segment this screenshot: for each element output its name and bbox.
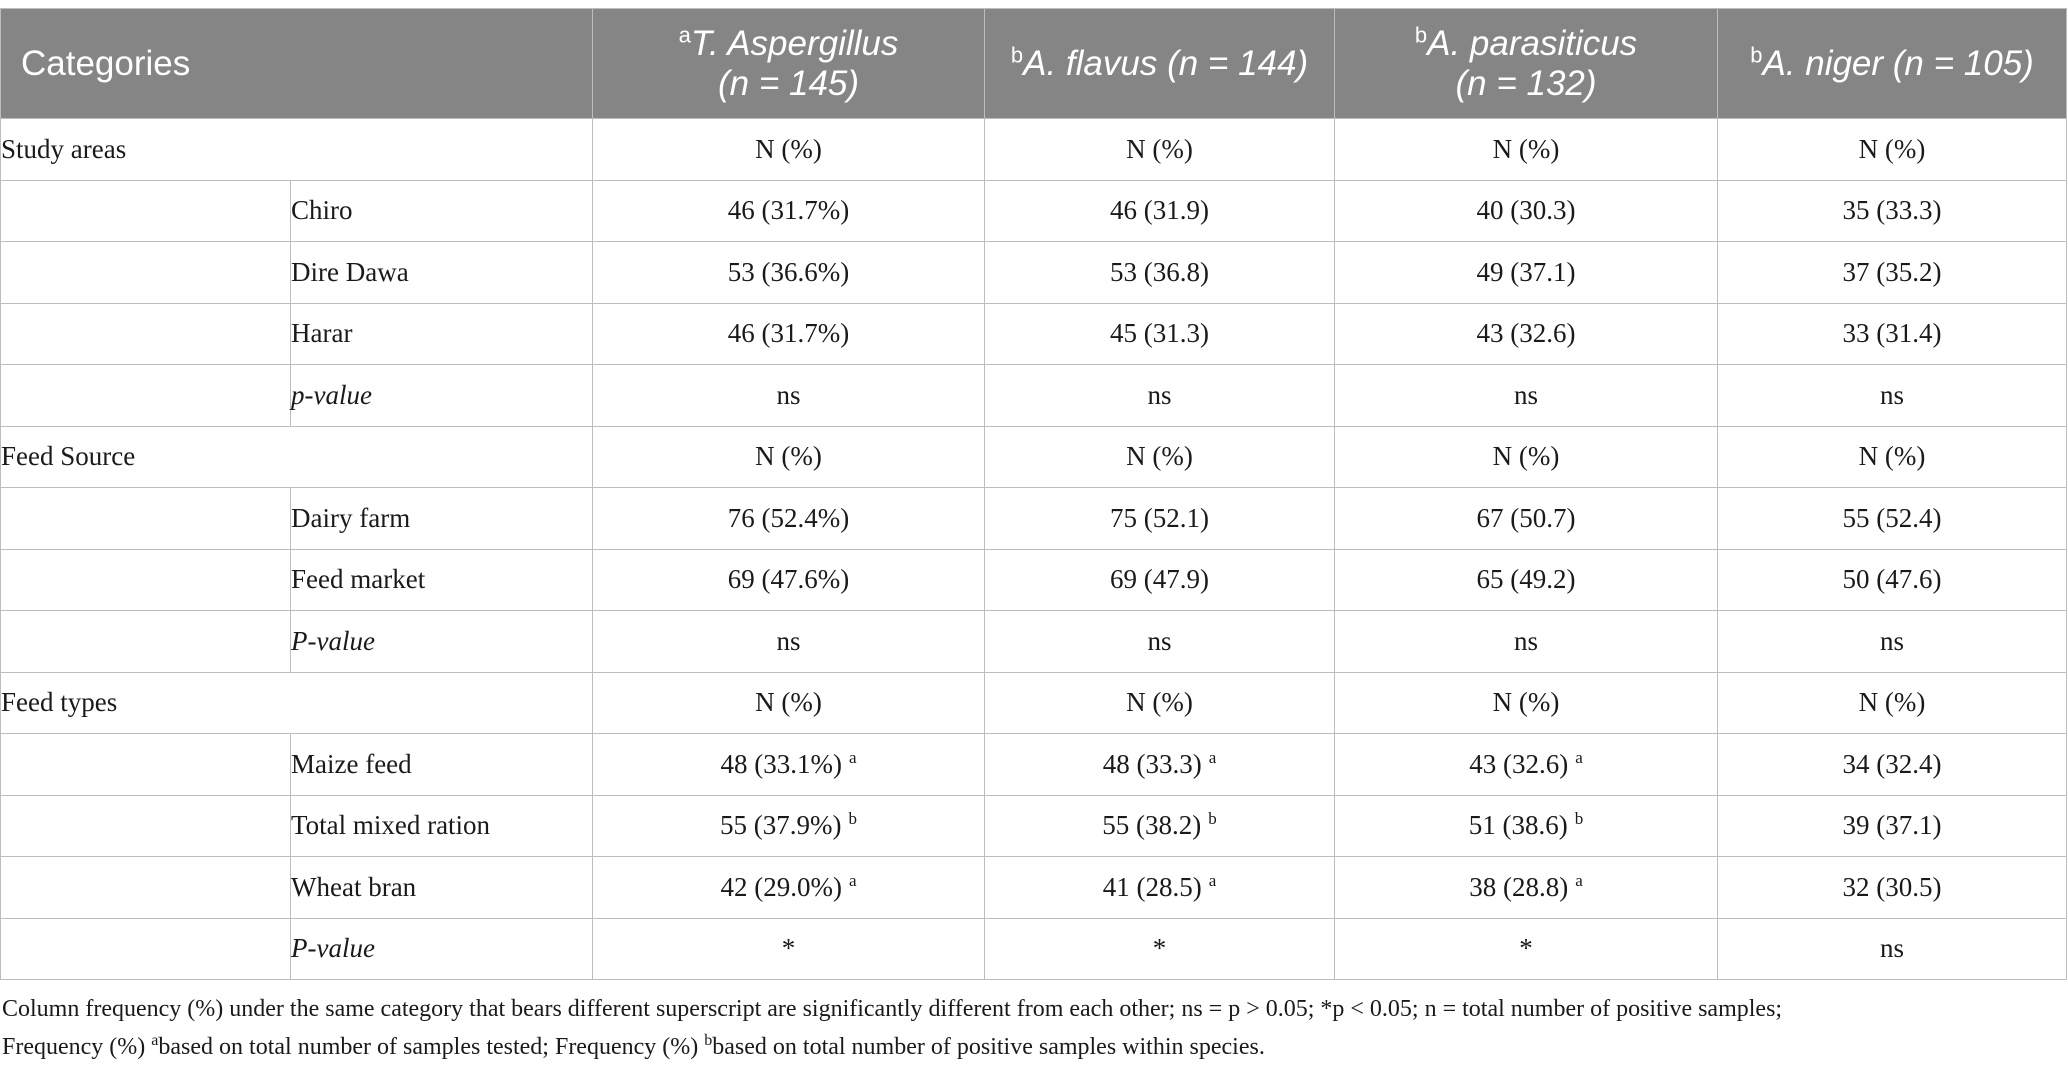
header-column-label: A. flavus (n = 144) <box>1023 43 1309 83</box>
value-cell <box>593 242 985 304</box>
cell-superscript: b <box>1208 809 1217 829</box>
table-row <box>1 549 2067 611</box>
cell-value: 67 (50.7) <box>1476 502 1576 533</box>
footnote-line-2 <box>2 1028 2062 1066</box>
cell-value: * <box>781 933 796 964</box>
value-cell <box>593 365 985 427</box>
cell-value: 75 (52.1) <box>1110 502 1209 533</box>
cell-superscript: b <box>1574 809 1584 829</box>
value-cell <box>1718 242 2067 304</box>
value-cell <box>1335 303 1718 365</box>
section-unit-cell: N (%) <box>1335 672 1718 734</box>
value-cell <box>1718 918 2067 980</box>
value-cell <box>1335 857 1718 919</box>
value-cell <box>1718 734 2067 796</box>
cell-value: 46 (31.7%) <box>727 318 850 349</box>
section-unit-cell: N (%) <box>1335 426 1718 488</box>
row-label: Dire Dawa <box>291 242 593 304</box>
cell-superscript: a <box>848 870 857 890</box>
value-cell <box>985 488 1335 550</box>
value-cell <box>593 611 985 673</box>
cell-value: 35 (33.3) <box>1842 195 1942 226</box>
value-cell <box>593 488 985 550</box>
footnote-text: based on total number of samples tested; Frequency (%) <box>158 1034 705 1060</box>
cell-value: 41 (28.5) <box>1102 871 1202 902</box>
value-cell <box>1718 488 2067 550</box>
value-cell <box>985 857 1335 919</box>
indent-cell <box>1 180 291 242</box>
header-column-superscript: b <box>1010 41 1024 67</box>
indent-cell <box>1 549 291 611</box>
cell-value: ns <box>776 379 801 410</box>
value-cell <box>593 303 985 365</box>
table-row <box>1 488 2067 550</box>
value-cell <box>985 795 1335 857</box>
cell-superscript: a <box>1208 870 1217 890</box>
value-cell <box>593 795 985 857</box>
section-unit-cell: N (%) <box>1335 119 1718 181</box>
value-cell <box>1335 488 1718 550</box>
header-column-superscript: b <box>1414 21 1428 47</box>
table-row <box>1 734 2067 796</box>
cell-value: 65 (49.2) <box>1476 564 1576 595</box>
section-unit-cell: N (%) <box>985 119 1335 181</box>
header-column-label: A. niger (n = 105) <box>1762 43 2034 83</box>
value-cell <box>1718 303 2067 365</box>
indent-cell <box>1 611 291 673</box>
cell-superscript: a <box>1575 747 1583 767</box>
value-cell <box>1335 918 1718 980</box>
cell-value: * <box>1152 933 1167 964</box>
footnote-superscript: b <box>704 1032 713 1049</box>
cell-value: 53 (36.8) <box>1110 256 1209 287</box>
cell-value: 46 (31.9) <box>1110 195 1209 226</box>
section-label: Feed types <box>1 672 593 734</box>
cell-value: ns <box>1514 625 1539 656</box>
cell-value: ns <box>1880 625 1905 656</box>
indent-cell <box>1 303 291 365</box>
section-unit-cell: N (%) <box>593 119 985 181</box>
indent-cell <box>1 365 291 427</box>
value-cell <box>985 549 1335 611</box>
value-cell <box>1718 365 2067 427</box>
cell-value: 55 (38.2) <box>1102 810 1202 841</box>
value-cell <box>985 611 1335 673</box>
cell-value: ns <box>1147 379 1172 410</box>
section-header-row <box>1 426 2067 488</box>
value-cell <box>985 734 1335 796</box>
footnote-text: Frequency (%) <box>2 1034 152 1060</box>
header-column-a-parasiticus <box>1335 9 1718 119</box>
value-cell <box>593 918 985 980</box>
value-cell <box>593 180 985 242</box>
cell-value: 43 (32.6) <box>1476 318 1576 349</box>
value-cell <box>1335 611 1718 673</box>
indent-cell <box>1 242 291 304</box>
row-label: p-value <box>291 365 593 427</box>
footnote-text: based on total number of positive samples within species. <box>712 1034 1265 1060</box>
value-cell <box>1718 795 2067 857</box>
cell-value: ns <box>1880 933 1905 964</box>
header-column-superscript: a <box>678 21 691 47</box>
cell-value: 55 (37.9%) <box>720 810 842 841</box>
cell-value: 55 (52.4) <box>1842 502 1942 533</box>
value-cell <box>593 549 985 611</box>
row-label: Maize feed <box>291 734 593 796</box>
section-unit-cell: N (%) <box>1718 119 2067 181</box>
cell-value: 48 (33.1%) <box>720 748 842 779</box>
cell-value: 69 (47.6%) <box>727 564 850 595</box>
cell-value: ns <box>1514 379 1539 410</box>
value-cell <box>985 918 1335 980</box>
cell-value: 50 (47.6) <box>1842 564 1942 595</box>
section-unit-cell: N (%) <box>1718 426 2067 488</box>
header-categories: Categories <box>1 9 593 119</box>
table-footnote <box>2 990 2062 1066</box>
cell-value: 39 (37.1) <box>1842 810 1942 841</box>
cell-value: 33 (31.4) <box>1842 318 1942 349</box>
row-label: Dairy farm <box>291 488 593 550</box>
table-row <box>1 918 2067 980</box>
indent-cell <box>1 918 291 980</box>
table-row <box>1 795 2067 857</box>
aspergillus-frequency-table <box>0 8 2067 980</box>
row-label: Total mixed ration <box>291 795 593 857</box>
section-unit-cell: N (%) <box>985 426 1335 488</box>
section-label: Study areas <box>1 119 593 181</box>
section-unit-cell: N (%) <box>1718 672 2067 734</box>
section-label: Feed Source <box>1 426 593 488</box>
value-cell <box>985 180 1335 242</box>
value-cell <box>1335 734 1718 796</box>
value-cell <box>1335 365 1718 427</box>
section-unit-cell: N (%) <box>985 672 1335 734</box>
row-label: Wheat bran <box>291 857 593 919</box>
cell-value: 53 (36.6%) <box>727 256 850 287</box>
cell-value: 40 (30.3) <box>1476 195 1576 226</box>
section-header-row <box>1 119 2067 181</box>
row-label: Harar <box>291 303 593 365</box>
value-cell <box>985 242 1335 304</box>
header-column-label: T. Aspergillus <box>690 23 899 63</box>
row-label: P-value <box>291 918 593 980</box>
cell-value: * <box>1519 933 1533 964</box>
value-cell <box>1335 795 1718 857</box>
value-cell <box>985 303 1335 365</box>
table-row <box>1 611 2067 673</box>
table-row <box>1 857 2067 919</box>
cell-value: 38 (28.8) <box>1469 871 1569 902</box>
cell-value: 45 (31.3) <box>1110 318 1209 349</box>
value-cell <box>1335 242 1718 304</box>
cell-value: 46 (31.7%) <box>727 195 850 226</box>
cell-value: 51 (38.6) <box>1468 810 1568 841</box>
indent-cell <box>1 857 291 919</box>
value-cell <box>593 857 985 919</box>
cell-value: 48 (33.3) <box>1102 748 1202 779</box>
value-cell <box>593 734 985 796</box>
header-column-a-niger <box>1718 9 2067 119</box>
table-row <box>1 242 2067 304</box>
cell-value: 42 (29.0%) <box>720 871 842 902</box>
cell-value: ns <box>1880 379 1905 410</box>
indent-cell <box>1 795 291 857</box>
cell-superscript: a <box>848 747 857 767</box>
value-cell <box>1718 180 2067 242</box>
header-column-n: (n = 132) <box>1455 63 1597 103</box>
section-unit-cell: N (%) <box>593 426 985 488</box>
row-label: Feed market <box>291 549 593 611</box>
cell-value: 69 (47.9) <box>1110 564 1209 595</box>
table-row <box>1 365 2067 427</box>
value-cell <box>1335 180 1718 242</box>
section-header-row <box>1 672 2067 734</box>
header-row <box>1 9 2067 119</box>
footnote-line-1: Column frequency (%) under the same category that bears different superscript are significantly different from each other; ns = p > 0.05; *p < 0.05; n = total number of positive samples; <box>2 996 1783 1022</box>
header-column-superscript: b <box>1750 41 1763 67</box>
indent-cell <box>1 734 291 796</box>
header-column-n: (n = 145) <box>717 63 860 103</box>
cell-value: 49 (37.1) <box>1476 256 1576 287</box>
value-cell <box>985 365 1335 427</box>
header-column-label: A. parasiticus <box>1427 23 1638 63</box>
cell-value: ns <box>1147 625 1172 656</box>
cell-value: 43 (32.6) <box>1469 748 1569 779</box>
indent-cell <box>1 488 291 550</box>
section-unit-cell: N (%) <box>593 672 985 734</box>
row-label: Chiro <box>291 180 593 242</box>
header-column-a-flavus <box>985 9 1335 119</box>
cell-superscript: b <box>848 809 857 829</box>
table-body <box>1 119 2067 980</box>
value-cell <box>1718 611 2067 673</box>
table-row <box>1 303 2067 365</box>
value-cell <box>1335 549 1718 611</box>
header-column-total-aspergillus <box>593 9 985 119</box>
cell-value: ns <box>776 625 801 656</box>
cell-value: 32 (30.5) <box>1842 871 1942 902</box>
row-label: P-value <box>291 611 593 673</box>
table-row <box>1 180 2067 242</box>
cell-value: 37 (35.2) <box>1842 256 1942 287</box>
cell-value: 76 (52.4%) <box>727 502 850 533</box>
value-cell <box>1718 549 2067 611</box>
cell-superscript: a <box>1575 870 1583 890</box>
footnote-superscript: a <box>151 1032 159 1049</box>
cell-value: 34 (32.4) <box>1842 748 1942 779</box>
value-cell <box>1718 857 2067 919</box>
cell-superscript: a <box>1208 747 1217 767</box>
